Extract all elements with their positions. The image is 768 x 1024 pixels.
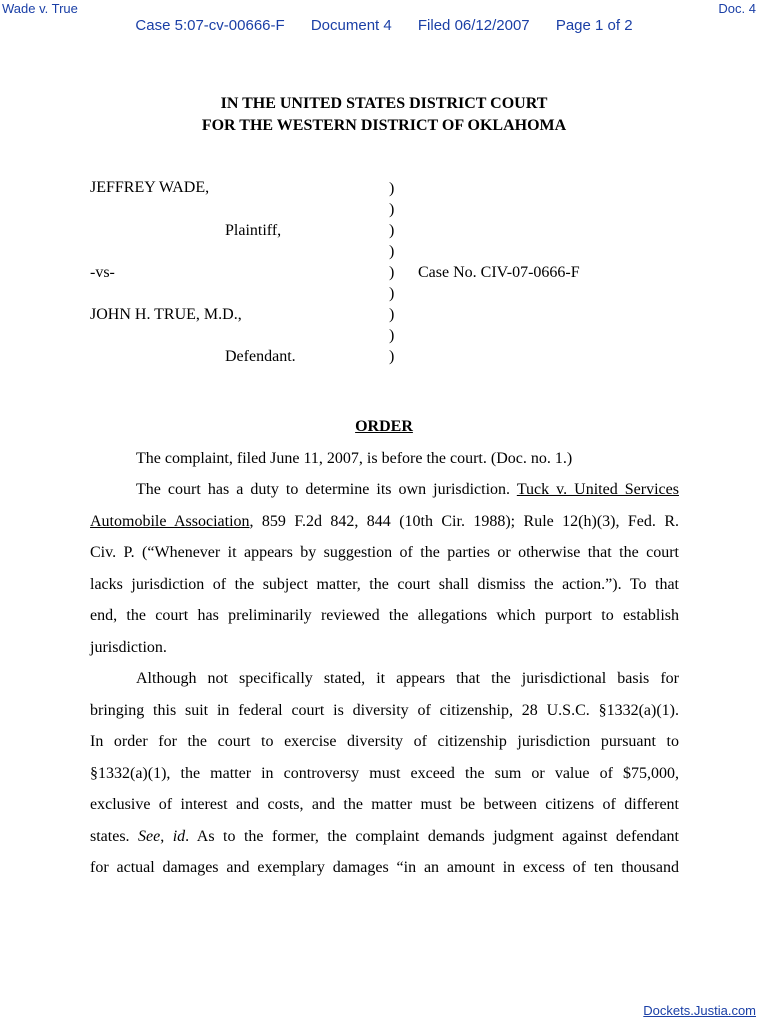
case-citation: Automobile Association <box>90 513 250 530</box>
text-run: The court has a duty to determine its own jurisdiction. <box>136 481 517 498</box>
caption-paren: ) <box>389 180 395 197</box>
caption-paren: ) <box>389 201 395 218</box>
order-paragraph-2-line-1 <box>136 481 679 499</box>
order-paragraph-3-line-5: exclusive of interest and costs, and the matter must be between citizens of different <box>90 796 679 813</box>
document-short-title: Wade v. True <box>2 1 78 16</box>
order-paragraph-1: The complaint, filed June 11, 2007, is before the court. (Doc. no. 1.) <box>136 450 573 467</box>
case-number: Case 5:07-cv-00666-F <box>135 17 285 34</box>
order-paragraph-2-line-3: Civ. P. (“Whenever it appears by suggestion of the parties or otherwise that the court <box>90 544 679 561</box>
signal-see: See <box>138 828 161 845</box>
order-paragraph-3-line-4: §1332(a)(1), the matter in controversy must exceed the sum or value of $75,000, <box>90 765 679 782</box>
text-run: . As to the former, the complaint demands judgment against defendant <box>185 828 679 845</box>
docket-source-link[interactable]: Dockets.Justia.com <box>643 1003 756 1018</box>
order-paragraph-3-line-3: In order for the court to exercise diversity of citizenship jurisdiction pursuant to <box>90 733 679 750</box>
signal-id: id <box>172 828 186 845</box>
caption-paren: ) <box>389 285 395 302</box>
case-header-line <box>0 17 768 34</box>
text-run: states. <box>90 828 139 845</box>
filed-date: Filed 06/12/2007 <box>417 17 530 34</box>
case-citation: Tuck v. United Services <box>516 481 679 498</box>
defendant-role: Defendant. <box>225 348 296 365</box>
versus-label: -vs- <box>90 264 115 281</box>
plaintiff-name: JEFFREY WADE, <box>90 179 210 196</box>
order-paragraph-3-line-2: bringing this suit in federal court is diversity of citizenship, 28 U.S.C. §1332(a)(1). <box>90 702 679 719</box>
order-paragraph-2-line-5: end, the court has preliminarily reviewed the allegations which purport to establish <box>90 607 679 624</box>
order-paragraph-3-line-1: Although not specifically stated, it appears that the jurisdictional basis for <box>136 670 679 687</box>
page-indicator: Page 1 of 2 <box>555 17 633 34</box>
order-paragraph-2-line-4: lacks jurisdiction of the subject matter, the court shall dismiss the action.”). To that <box>90 576 679 593</box>
caption-paren: ) <box>389 222 395 239</box>
court-name-line-1: IN THE UNITED STATES DISTRICT COURT <box>220 95 548 112</box>
order-title: ORDER <box>355 418 413 435</box>
plaintiff-role: Plaintiff, <box>225 222 282 239</box>
document-number-label: Doc. 4 <box>718 1 756 16</box>
case-number-caption: Case No. CIV-07-0666-F <box>418 264 580 281</box>
caption-paren: ) <box>389 306 395 323</box>
caption-paren: ) <box>389 243 395 260</box>
text-run: , 859 F.2d 842, 844 (10th Cir. 1988); Rule 12(h)(3), Fed. R. <box>249 513 679 530</box>
order-paragraph-2-line-2 <box>90 513 679 531</box>
caption-paren: ) <box>389 348 395 365</box>
text-run: , <box>160 828 173 845</box>
order-paragraph-2-line-6: jurisdiction. <box>90 639 167 656</box>
court-name-line-2: FOR THE WESTERN DISTRICT OF OKLAHOMA <box>201 117 567 134</box>
caption-paren: ) <box>389 327 395 344</box>
document-label: Document 4 <box>310 17 392 34</box>
defendant-name: JOHN H. TRUE, M.D., <box>90 306 242 323</box>
order-paragraph-3-line-7: for actual damages and exemplary damages “in an amount in excess of ten thousand <box>90 859 679 876</box>
caption-paren: ) <box>389 264 395 281</box>
order-paragraph-3-line-6 <box>90 828 679 846</box>
